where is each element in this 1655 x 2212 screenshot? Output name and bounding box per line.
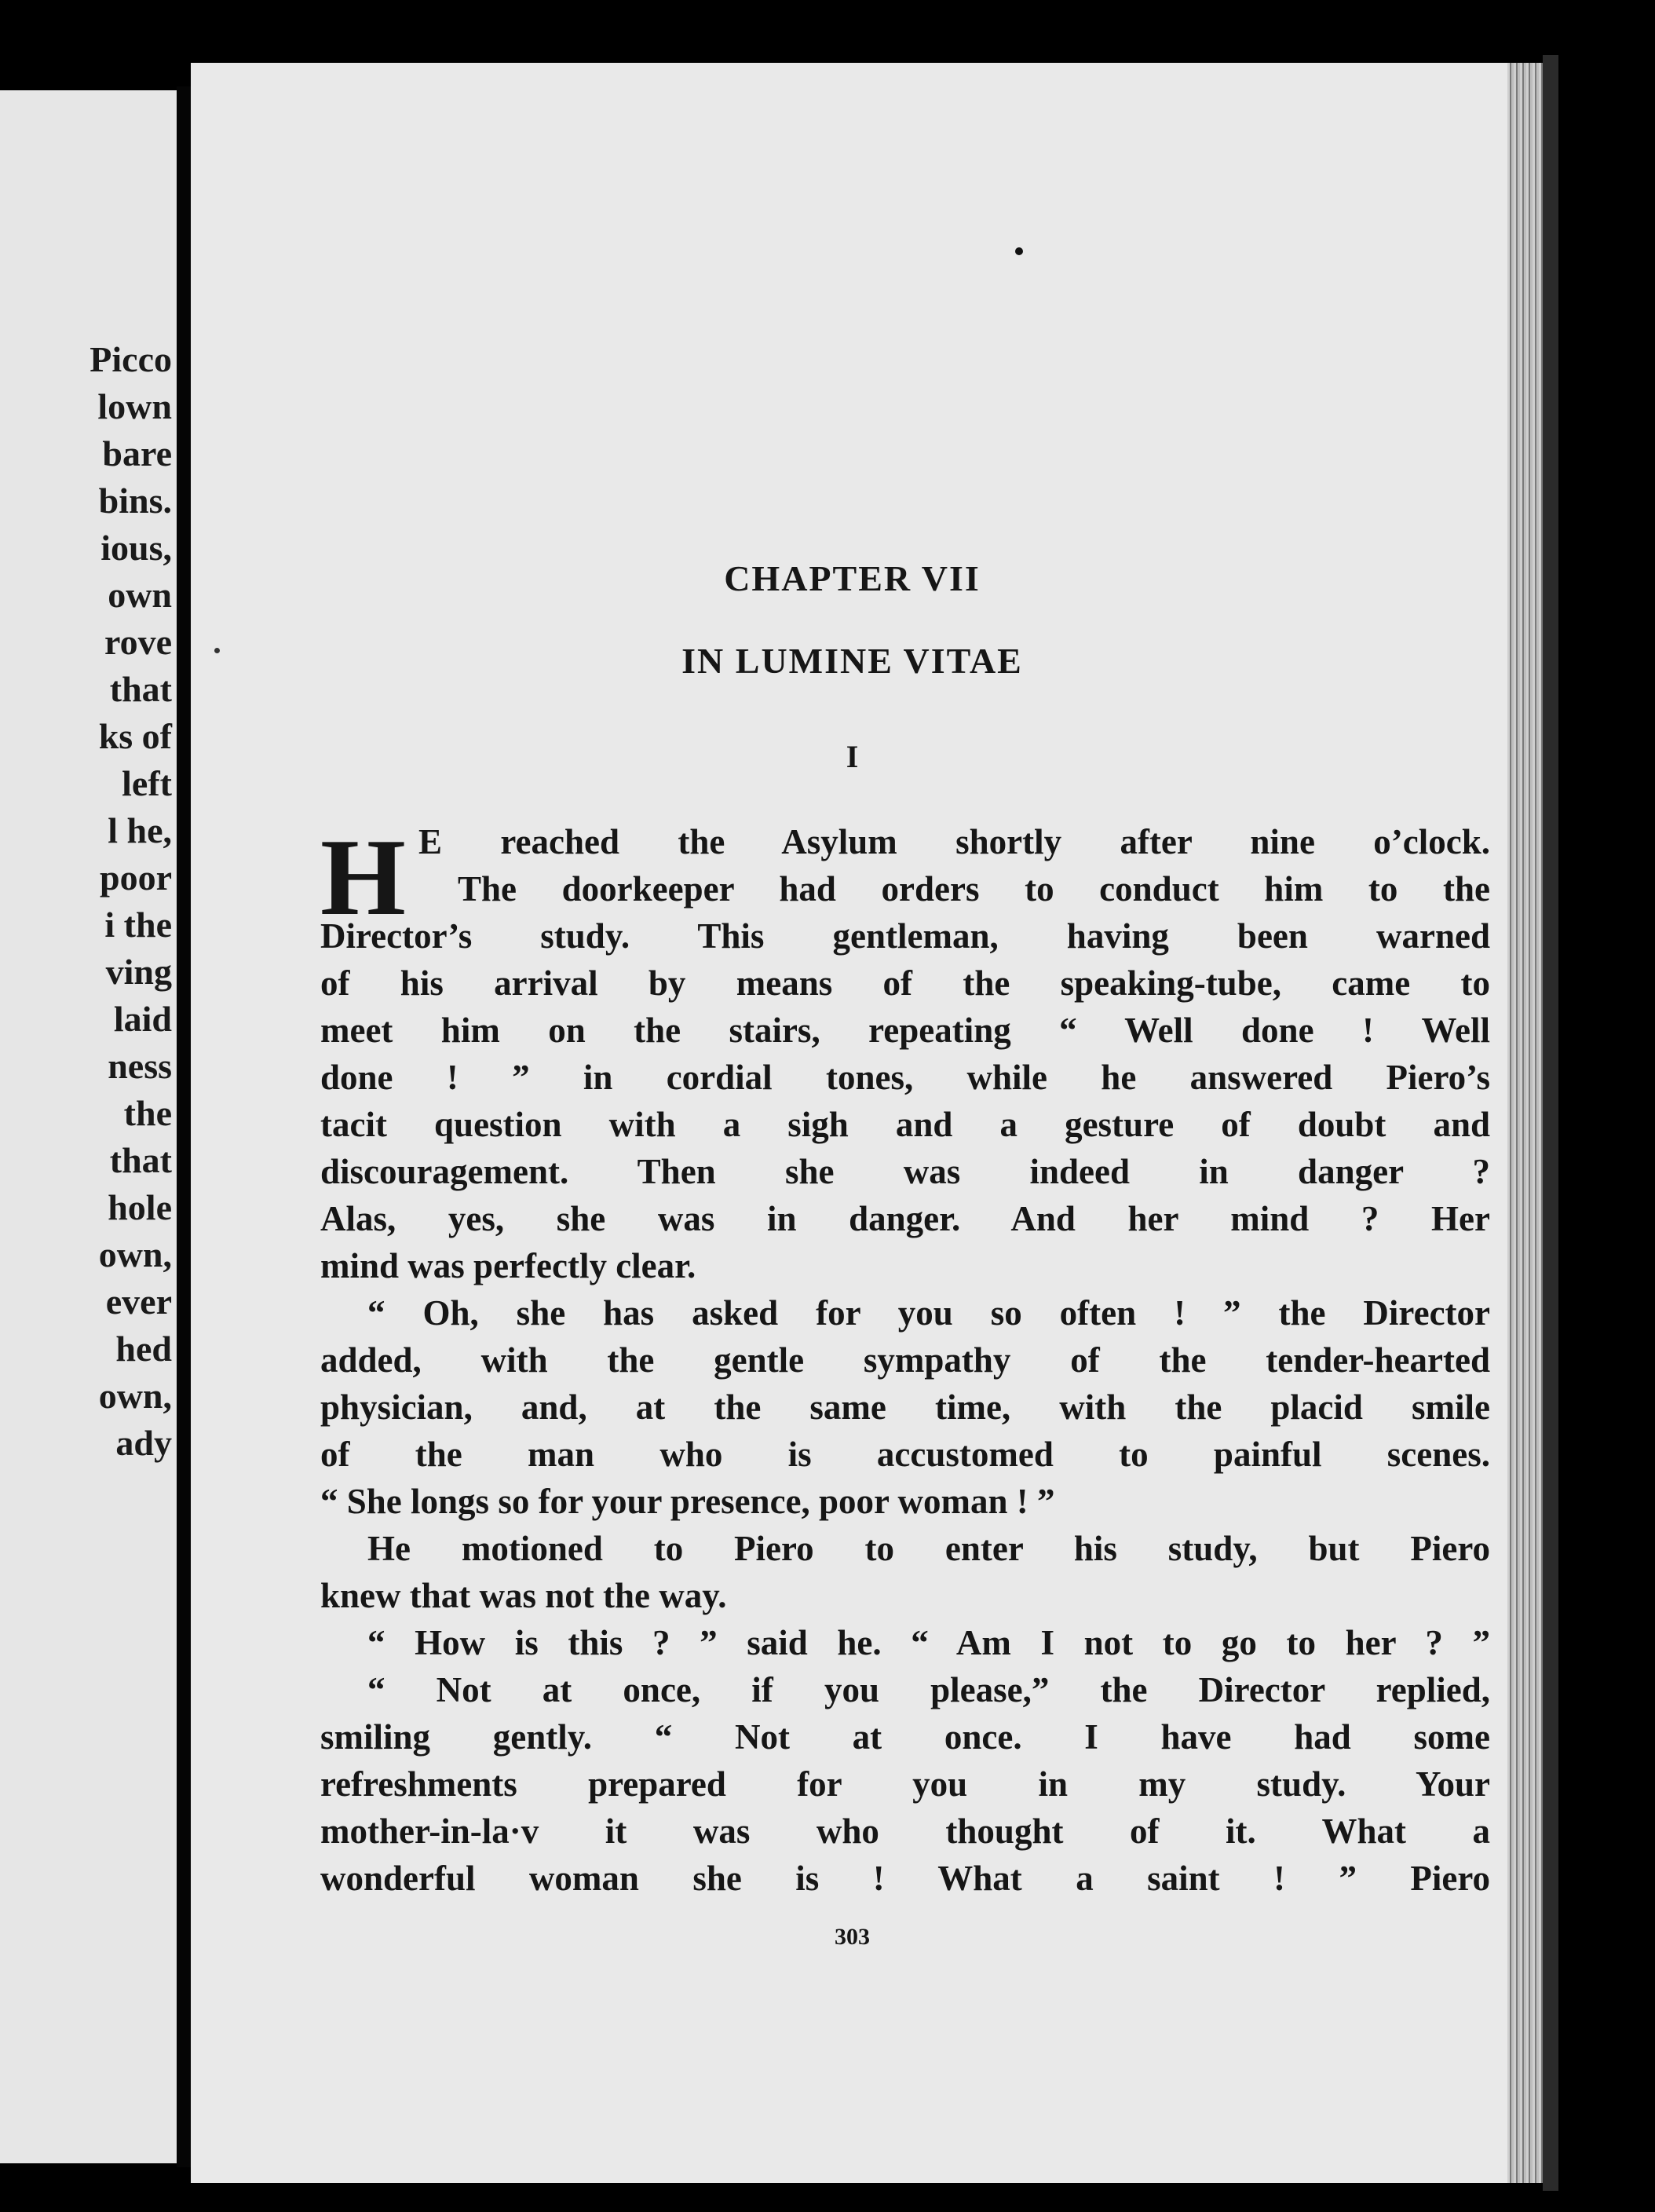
scan-speck xyxy=(1015,247,1023,255)
chapter-heading: CHAPTER VII xyxy=(724,558,981,598)
left-page-line: ving xyxy=(105,952,172,992)
body-text-line: of the man who is accustomed to painful scenes. xyxy=(320,1435,1490,1474)
book-page xyxy=(191,63,1514,2183)
body-text-line: “ How is this ? ” said he. “ Am I not to go to her ? ” xyxy=(367,1623,1490,1662)
left-page-line: bins. xyxy=(98,481,172,521)
left-page-line: own, xyxy=(98,1376,172,1416)
body-text-line: refreshments prepared for you in my study. Your xyxy=(320,1764,1490,1804)
left-page-line: the xyxy=(123,1093,172,1133)
body-text-line: physician, and, at the same time, with the placid smile xyxy=(320,1388,1490,1427)
body-text-line: Director’s study. This gentleman, having been warned xyxy=(320,916,1490,956)
book-gutter xyxy=(177,86,192,2167)
left-page-line: bare xyxy=(102,433,172,473)
body-text-line: meet him on the stairs, repeating “ Well done ! Well xyxy=(320,1011,1490,1050)
section-numeral: I xyxy=(846,739,859,774)
left-page-line: rove xyxy=(104,622,172,662)
body-text-line: “ Oh, she has asked for you so often ! ” the Director xyxy=(367,1293,1490,1333)
left-page-line: i the xyxy=(104,905,172,945)
chapter-title: IN LUMINE VITAE xyxy=(681,641,1023,681)
drop-cap: H xyxy=(320,817,406,938)
body-text-line: E reached the Asylum shortly after nine o’clock. xyxy=(418,822,1490,861)
body-text-line: mother-in-la·v it was who thought of it. What a xyxy=(320,1812,1490,1851)
left-page-line: that xyxy=(109,1140,172,1180)
body-text-line: discouragement. Then she was indeed in danger ? xyxy=(320,1152,1490,1191)
left-page-line: ever xyxy=(105,1281,172,1322)
left-page-line: left xyxy=(122,763,172,803)
body-text-line: of his arrival by means of the speaking-tube, came to xyxy=(320,963,1490,1003)
page-number: 303 xyxy=(835,1924,870,1950)
left-page-line: hole xyxy=(108,1187,172,1227)
body-text-line: done ! ” in cordial tones, while he answered Piero’s xyxy=(320,1058,1490,1097)
body-text-line: smiling gently. “ Not at once. I have had some xyxy=(320,1717,1490,1757)
left-page-line: ks of xyxy=(98,716,172,756)
book-cover-edge xyxy=(1543,55,1558,2191)
page-edge-stack xyxy=(1507,63,1543,2183)
previous-page-fragment xyxy=(0,90,177,2163)
left-page-line: ady xyxy=(115,1423,172,1463)
left-page-line: ness xyxy=(108,1046,172,1086)
body-text-line: added, with the gentle sympathy of the tender-hearted xyxy=(320,1340,1490,1380)
body-text-line: The doorkeeper had orders to conduct him to the xyxy=(458,869,1490,909)
body-text-line: “ Not at once, if you please,” the Director replied, xyxy=(367,1670,1490,1709)
left-page-line: own xyxy=(108,575,172,615)
left-page-line: l he, xyxy=(108,810,172,850)
left-page-line: Picco xyxy=(90,339,172,379)
body-text-line: wonderful woman she is ! What a saint ! ” Piero xyxy=(320,1859,1490,1898)
left-page-line: poor xyxy=(100,857,172,898)
left-page-line: that xyxy=(109,669,172,709)
body-text-line: knew that was not the way. xyxy=(320,1576,727,1615)
left-page-line: ious, xyxy=(100,528,172,568)
body-text-line: Alas, yes, she was in danger. And her mind ? Her xyxy=(320,1199,1490,1238)
body-text-line: He motioned to Piero to enter his study, but Piero xyxy=(367,1529,1490,1568)
left-page-line: hed xyxy=(115,1329,172,1369)
left-page-line: laid xyxy=(113,999,172,1039)
left-page-line: own, xyxy=(98,1234,172,1274)
left-page-line: lown xyxy=(97,386,172,426)
body-text-line: tacit question with a sigh and a gesture of doubt and xyxy=(320,1105,1490,1144)
body-text-line: “ She longs so for your presence, poor woman ! ” xyxy=(320,1482,1055,1521)
body-text-line: mind was perfectly clear. xyxy=(320,1246,696,1285)
